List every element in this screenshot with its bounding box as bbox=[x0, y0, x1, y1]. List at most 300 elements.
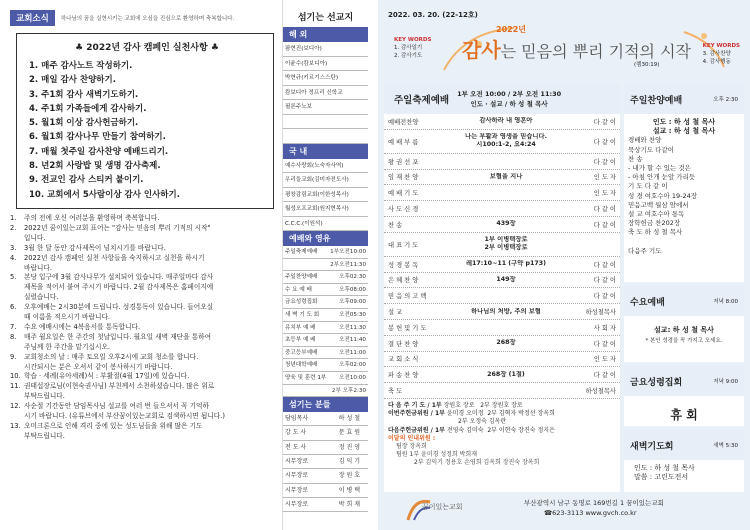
order-of-worship-panel bbox=[378, 0, 750, 530]
praise-line bbox=[628, 238, 740, 247]
dawn-prayer-box bbox=[624, 430, 744, 492]
praise-service-title: 주일찬양예배 bbox=[630, 95, 683, 106]
notice-number bbox=[10, 363, 24, 373]
overseas-list bbox=[283, 42, 368, 144]
order-leader: 다 같 이 bbox=[593, 138, 616, 146]
staff-name: 문 효 원 bbox=[338, 429, 360, 437]
order-row bbox=[384, 352, 620, 368]
notice-item bbox=[10, 343, 272, 353]
footer bbox=[384, 494, 746, 528]
notice-item bbox=[10, 333, 272, 343]
order-leader: 하성철목사 bbox=[585, 309, 616, 317]
notice-item bbox=[10, 283, 272, 293]
wednesday-service-box bbox=[624, 286, 744, 362]
praise-line: 경배와 찬양 bbox=[628, 136, 662, 145]
order-label: 임 재 찬 양 bbox=[388, 174, 419, 182]
order-content: 감사하라 내 영혼아 bbox=[479, 117, 533, 125]
campaign-item: 4. 주1회 가족들에게 감사하기. bbox=[29, 103, 147, 114]
campaign-item: 8. 년2회 사랑밥 및 생명 감사축제. bbox=[29, 161, 161, 172]
schedule-row bbox=[283, 372, 368, 385]
notice-number bbox=[10, 412, 24, 422]
order-row bbox=[384, 336, 620, 352]
notice-item bbox=[10, 382, 272, 392]
order-row bbox=[384, 320, 620, 336]
order-label: 축 도 bbox=[388, 388, 403, 396]
schedule-row bbox=[283, 259, 368, 272]
prayer-team-title: 이달의 인내위원 : bbox=[388, 434, 436, 442]
friday-service-box bbox=[624, 366, 744, 426]
notice-text: 시간되시는 분은 오셔서 같이 봉사하시기 바랍니다. bbox=[24, 362, 173, 371]
wednesday-service-body bbox=[624, 316, 744, 350]
staff-row bbox=[283, 498, 368, 512]
notice-text: 매주 월요일은 한 주간의 첫날입니다. 월요일 새벽 재단을 통하여 bbox=[24, 332, 212, 341]
notice-text: 주님께 한 주간을 맡기십시오. bbox=[24, 342, 111, 351]
notice-text: 실렸습니다. bbox=[24, 293, 59, 302]
order-row bbox=[384, 185, 620, 201]
order-content: 보혈을 지나 bbox=[489, 172, 523, 180]
campaign-item: 3. 주1회 감사 새벽기도하기. bbox=[29, 89, 139, 100]
notice-item bbox=[10, 264, 272, 274]
theme-year: 2022년 bbox=[496, 25, 526, 34]
theme-reference: (렘30:19) bbox=[634, 62, 660, 68]
dawn-leader: 인도 : 하 성 철 목사 bbox=[634, 464, 695, 472]
schedule-name: 금요성령집회 bbox=[285, 299, 318, 306]
schedule-time: 오전11:00 bbox=[339, 349, 366, 356]
order-content: 레17:10~11 (구약 p173) bbox=[465, 260, 547, 268]
order-row bbox=[384, 304, 620, 320]
wednesday-service-time: 저녁 8:00 bbox=[713, 299, 738, 305]
next-offering-row: 다음주헌금위원 / 1부 전영숙 김미숙 2부 이현숙 장진숙 정지은 bbox=[388, 426, 555, 434]
wednesday-service-title: 수요예배 bbox=[630, 297, 665, 308]
domestic-mission-item: 평창감림교회(이한성목사) bbox=[283, 188, 368, 203]
schedule-row bbox=[283, 271, 368, 284]
staff-role: 담임목사 bbox=[285, 415, 309, 423]
sunday-service-meta bbox=[457, 89, 561, 109]
friday-service-time: 저녁 9:00 bbox=[713, 379, 738, 385]
campaign-title: ♣ 2022년 감사 캠페인 실천사항 ♣ bbox=[75, 43, 219, 53]
schedule-time: 오후02:00 bbox=[339, 362, 366, 369]
campaign-item: 9. 전교인 감사 스티커 붙이기. bbox=[29, 175, 144, 186]
order-row bbox=[384, 114, 620, 130]
order-leader: 다 같 이 bbox=[593, 372, 616, 380]
order-row bbox=[384, 367, 620, 383]
sunday-service-title: 주일축제예배 bbox=[394, 95, 450, 106]
order-label: 설 교 bbox=[388, 309, 403, 317]
issue-date: 2022. 03. 20. (22-12호) bbox=[388, 11, 478, 19]
notice-text: 바랍니다. bbox=[24, 263, 52, 272]
schedule-row bbox=[283, 309, 368, 322]
campaign-list bbox=[29, 59, 265, 202]
staff-role: 전 도 사 bbox=[285, 443, 307, 451]
staff-header: 섬기는 분들 bbox=[283, 397, 368, 412]
schedule-time: 2부 오후2:30 bbox=[331, 387, 366, 394]
sunday-service-box bbox=[384, 84, 620, 492]
domestic-mission-item: 월성오프교회(원지현목사) bbox=[283, 202, 368, 217]
order-content: 149장 bbox=[496, 275, 516, 283]
order-label: 대 표 기 도 bbox=[388, 241, 419, 249]
notice-number: 7. bbox=[10, 322, 17, 331]
order-content: 268장 (1절) bbox=[487, 370, 525, 378]
order-leader: 다 같 이 bbox=[593, 340, 616, 348]
notice-number: 11. bbox=[10, 382, 21, 391]
church-name: 꿈이있는교회 bbox=[422, 503, 463, 511]
notice-number: 6. bbox=[10, 303, 17, 312]
notice-number: 5. bbox=[10, 273, 17, 282]
overseas-mission-item bbox=[283, 129, 368, 144]
notice-item bbox=[10, 432, 272, 442]
campaign-item: 2. 매일 감사 찬양하기. bbox=[29, 75, 116, 86]
notice-text: 때 이름을 적으시기 바랍니다. bbox=[24, 313, 111, 322]
order-leader: 다 같 이 bbox=[593, 158, 616, 166]
schedule-row bbox=[283, 385, 368, 398]
notice-text: 3월 한 달 동안 감사제목이 넘치시기를 바랍니다. bbox=[24, 243, 166, 252]
prayer-team-members-2: 2부 김익기 정용호 손영희 김옥희 장진숙 장옥희 bbox=[414, 459, 540, 467]
schedule-name: 유치부 예 배 bbox=[285, 324, 316, 331]
church-address bbox=[524, 498, 664, 518]
domestic-mission-item: 우리들교회(김미자전도사) bbox=[283, 173, 368, 188]
overseas-mission-item: 팜현진(보디아) bbox=[283, 42, 368, 57]
order-leader: 다 같 이 bbox=[593, 118, 616, 126]
schedule-name: 새 벽 기 도 회 bbox=[285, 311, 320, 318]
staff-name: 장 원 호 bbox=[338, 472, 360, 480]
notice-item bbox=[10, 254, 272, 264]
notice-number: 1. bbox=[10, 213, 17, 222]
schedule-row bbox=[283, 284, 368, 297]
sunday-service-header bbox=[384, 84, 620, 114]
campaign-item: 7. 매월 첫주일 감사찬양 예배드리기. bbox=[29, 146, 169, 157]
campaign-item: 5. 월1회 이상 감사헌금하기. bbox=[29, 118, 139, 129]
order-row bbox=[384, 383, 620, 399]
staff-role: 강 도 사 bbox=[285, 429, 307, 437]
domestic-mission-item: C.C.C.(이원석) bbox=[283, 217, 368, 232]
order-leader: 다 같 이 bbox=[593, 277, 616, 285]
notice-text: 학습 · 세례(유아세례)식 : 부활절(4월 17일)에 있습니다. bbox=[24, 372, 190, 381]
contact-line: ☎623-3113 www.gvch.co.kr bbox=[544, 509, 637, 517]
schedule-row bbox=[283, 359, 368, 372]
notice-item bbox=[10, 244, 272, 254]
praise-line: 장학헌금 찬202장 bbox=[628, 219, 681, 228]
praise-service-box bbox=[624, 84, 744, 282]
order-label: 사 도 신 경 bbox=[388, 206, 419, 214]
order-row bbox=[384, 201, 620, 217]
praise-service-body bbox=[624, 114, 744, 260]
schedule-name: 주일축제예배 bbox=[285, 249, 318, 255]
news-header bbox=[10, 10, 272, 26]
order-row bbox=[384, 154, 620, 170]
praise-line: - 아침 안개 눈앞 가리듯 bbox=[628, 173, 696, 182]
notice-list bbox=[10, 214, 272, 442]
notice-number bbox=[10, 343, 24, 353]
schedule-name: 청년대학예배 bbox=[285, 362, 318, 369]
staff-list bbox=[283, 412, 368, 512]
overseas-mission-item: 필론주노보 bbox=[283, 100, 368, 115]
staff-name: 정 진 영 bbox=[338, 443, 360, 451]
notice-item bbox=[10, 224, 272, 234]
notice-number: 9. bbox=[10, 352, 17, 361]
order-leader: 인 도 자 bbox=[593, 190, 616, 198]
dawn-prayer-body bbox=[624, 460, 744, 486]
order-label: 결 단 찬 양 bbox=[388, 340, 419, 348]
missions-title: 섬기는 선교지 bbox=[297, 13, 354, 23]
notice-text: 시기 바랍니다. (유튜브에서 부산꿈이있는교회로 검색하시면 됩니다.) bbox=[24, 412, 225, 421]
order-content: 나는 부활과 영생을 믿습니다. 시100:1-2, 요4:24 bbox=[465, 133, 547, 149]
order-leader: 다 같 이 bbox=[593, 221, 616, 229]
wednesday-preacher: 설교: 하 성 철 목사 bbox=[654, 326, 714, 334]
friday-closed: 휴 회 bbox=[670, 408, 698, 422]
notice-number bbox=[10, 234, 24, 244]
theme-highlight: 감사 bbox=[462, 38, 501, 62]
order-label: 예배전찬양 bbox=[388, 118, 419, 126]
dawn-scripture: 말씀 : 고린도전서 bbox=[634, 473, 689, 482]
notice-number bbox=[10, 283, 24, 293]
overseas-mission-item: 캄보디아 정프리 신학교 bbox=[283, 86, 368, 101]
notice-text: 사순절 기간동안 담임목사님 설교를 여러 번 들으셔서 꼭 기억하 bbox=[24, 402, 209, 411]
order-label: 성 경 봉 독 bbox=[388, 261, 419, 269]
dawn-prayer-header bbox=[624, 430, 744, 460]
notice-item bbox=[10, 323, 272, 333]
schedule-row bbox=[283, 322, 368, 335]
notice-text: 부탁드립니다. bbox=[24, 431, 65, 440]
notice-item bbox=[10, 363, 272, 373]
order-leader: 다 같 이 bbox=[593, 293, 616, 301]
notice-item bbox=[10, 303, 272, 313]
schedule-row bbox=[283, 296, 368, 309]
wednesday-note: * 본인 성경을 꼭 가지고 오세요. bbox=[645, 338, 723, 345]
keyword-item: 1. 감사일기 bbox=[394, 45, 423, 51]
schedule-name: 초등부 예 배 bbox=[285, 337, 316, 344]
order-leader: 사 회 자 bbox=[593, 324, 616, 332]
notice-number: 3. bbox=[10, 243, 17, 252]
order-label: 파 송 찬 양 bbox=[388, 372, 419, 380]
schedule-name: 수 요 예 배 bbox=[285, 286, 312, 293]
notice-text: 수요 예배시에는 4복음서를 통독합니다. bbox=[24, 322, 141, 331]
notice-number: 2. bbox=[10, 223, 17, 232]
order-content: 268장 bbox=[496, 339, 516, 347]
notice-text: 주의 전에 오신 여러분을 환영하며 축복합니다. bbox=[24, 213, 160, 222]
notice-text: 본당 입구에 3월 감사나무가 설치되어 있습니다. 매주일마다 감사 bbox=[24, 273, 214, 282]
notice-number: 8. bbox=[10, 332, 17, 341]
schedule-time: 오전11:40 bbox=[339, 337, 366, 344]
staff-name: 이 병 택 bbox=[338, 486, 360, 494]
keywords-left-header: KEY WORDS bbox=[394, 37, 432, 43]
notice-item bbox=[10, 392, 272, 402]
prayer-team-leader: 팀장 장옥희 bbox=[396, 442, 427, 450]
order-label: 예 배 부 름 bbox=[388, 138, 419, 146]
order-label: 왕 권 선 포 bbox=[388, 158, 419, 166]
notice-number bbox=[10, 392, 24, 402]
order-leader: 인 도 자 bbox=[593, 356, 616, 364]
schedule-name: 양육 및 훈련 1부 bbox=[285, 374, 327, 381]
staff-row bbox=[283, 484, 368, 498]
worship-schedule-list bbox=[283, 246, 368, 397]
keywords-left bbox=[394, 36, 431, 60]
keyword-item: 2. 감사기도 bbox=[394, 53, 423, 59]
campaign-box bbox=[16, 33, 274, 209]
notice-item bbox=[10, 422, 272, 432]
order-leader: 하성철목사 bbox=[585, 388, 616, 396]
praise-line: 찬 송 bbox=[628, 154, 643, 163]
notice-text: 2022년 감사 캠페인 실천 사항들을 숙지하시고 실천을 하시기 bbox=[24, 253, 205, 262]
theme-title bbox=[462, 34, 691, 63]
order-row bbox=[384, 288, 620, 304]
praise-line: 믿음고백 월삼 암에서 bbox=[628, 200, 689, 209]
order-leader: 인 도 자 bbox=[593, 174, 616, 182]
staff-row bbox=[283, 412, 368, 426]
domestic-list bbox=[283, 159, 368, 232]
praise-line: 설 교 여호수아 통독 bbox=[628, 210, 685, 219]
notice-number: 10. bbox=[10, 372, 21, 381]
staff-row bbox=[283, 455, 368, 469]
overseas-mission-item: 박현규(키르기스스탄) bbox=[283, 71, 368, 86]
praise-line: 인도 : 하 성 철 목사 bbox=[652, 118, 716, 126]
order-label: 믿 음 의 고 백 bbox=[388, 293, 427, 301]
praise-service-time: 오후 2:30 bbox=[713, 97, 738, 103]
wednesday-service-header bbox=[624, 286, 744, 316]
missions-column bbox=[282, 0, 368, 530]
notice-text: 제목을 적어서 붙여 주시기 바랍니다. 2월 감사제목은 홈페이지에 bbox=[24, 283, 214, 292]
next-prayer-row: 다 음 주 기 도 / 1부 장원호 장로 2부 장원호 장로 bbox=[388, 401, 523, 409]
overseas-header: 해 외 bbox=[283, 27, 368, 42]
schedule-time: 오후02:30 bbox=[339, 274, 366, 281]
friday-service-header bbox=[624, 366, 744, 396]
keywords-right-header: KEY WORDS bbox=[702, 43, 740, 49]
schedule-time: 2부오전11:30 bbox=[330, 261, 366, 268]
service-times: 1부 오전 10:00 / 2부 오전 11:30 bbox=[457, 90, 562, 98]
keywords-right bbox=[703, 42, 740, 66]
dawn-prayer-title: 새벽기도회 bbox=[630, 441, 674, 452]
notice-text: 부탁드립니다. bbox=[24, 392, 65, 401]
offering-row-2: 2부 오정숙 김옥란 bbox=[458, 418, 507, 426]
notice-number bbox=[10, 432, 24, 442]
staff-role: 시무장로 bbox=[285, 486, 309, 494]
schedule-row bbox=[283, 246, 368, 259]
notice-number bbox=[10, 313, 24, 323]
praise-line: 축 도 하 성 철 목사 bbox=[628, 228, 683, 237]
staff-role: 시무장로 bbox=[285, 458, 309, 466]
order-row bbox=[384, 257, 620, 273]
notice-item bbox=[10, 273, 272, 283]
service-preacher: 인도 · 설교 / 하 성 철 목사 bbox=[470, 100, 548, 108]
order-row bbox=[384, 273, 620, 289]
notice-text: 오후예배는 2시30분에 드립니다. 성경통독이 있습니다. 들어오실 bbox=[24, 303, 214, 312]
notice-number: 13. bbox=[10, 422, 21, 430]
order-row bbox=[384, 130, 620, 154]
staff-name: 박 희 재 bbox=[338, 500, 360, 508]
domestic-header: 국 내 bbox=[283, 144, 368, 159]
notice-item bbox=[10, 353, 272, 363]
order-label: 예 배 기 도 bbox=[388, 190, 419, 198]
campaign-item: 6. 월1회 감사나무 만들기 참여하기. bbox=[29, 132, 166, 143]
notice-item bbox=[10, 402, 272, 412]
notice-text: 2022년 꿈이있는교회 표어는 "감사는 믿음의 뿌리 기적의 시작" bbox=[24, 223, 211, 232]
notice-number bbox=[10, 264, 24, 274]
prayer-team-members: 팀원 1부 윤미경 성정희 박희재 bbox=[396, 451, 477, 459]
order-notes bbox=[384, 399, 620, 471]
schedule-row bbox=[283, 334, 368, 347]
notice-item bbox=[10, 372, 272, 382]
order-label: 교 회 소 식 bbox=[388, 356, 419, 364]
order-row bbox=[384, 233, 620, 257]
notice-text: 권태섭장로님(이현숙권사님) 부친께서 소천하셨습니다. 많은 위로 bbox=[24, 382, 215, 391]
theme-banner bbox=[384, 22, 746, 80]
keyword-item: 4. 감사행동 bbox=[702, 59, 731, 65]
schedule-time: 오전11:30 bbox=[339, 324, 366, 331]
schedule-time: 오전10:00 bbox=[339, 374, 366, 381]
order-label: 은 혜 찬 양 bbox=[388, 277, 419, 285]
staff-name: 하 성 철 bbox=[338, 415, 360, 423]
notice-item bbox=[10, 313, 272, 323]
order-content: 1부 이병택장로 2부 이병택장로 bbox=[484, 236, 528, 252]
schedule-time: 오후09:00 bbox=[339, 299, 366, 306]
schedule-time: 1부오전10:00 bbox=[330, 249, 366, 255]
praise-line: 묵상기도 다같이 bbox=[628, 145, 675, 154]
schedule-time: 오전05:30 bbox=[339, 311, 366, 318]
order-leader: 다 같 이 bbox=[593, 206, 616, 214]
schedule-name: 주일찬양예배 bbox=[285, 274, 318, 281]
praise-line: 성 경 여호수아 19-24장 bbox=[628, 191, 698, 200]
staff-role: 시무장로 bbox=[285, 500, 309, 508]
staff-row bbox=[283, 469, 368, 483]
campaign-item: 1. 매주 감사노트 작성하기. bbox=[29, 61, 133, 71]
schedule-time: 오후08:00 bbox=[339, 286, 366, 293]
order-label: 봉 헌 및 기 도 bbox=[388, 324, 427, 332]
staff-role: 시무장로 bbox=[285, 472, 309, 480]
notice-item bbox=[10, 234, 272, 244]
schedule-row bbox=[283, 347, 368, 360]
dawn-prayer-time: 새벽 5:30 bbox=[713, 443, 738, 449]
praise-service-header bbox=[624, 84, 744, 114]
notice-text: 오미크론으로 인해 격리 중에 있는 성도님들을 위해 많은 기도 bbox=[24, 422, 203, 430]
notice-number: 4. bbox=[10, 253, 17, 262]
staff-row bbox=[283, 441, 368, 455]
praise-line: - 내가 할 수 있는 것은 bbox=[628, 164, 691, 173]
order-leader: 다 같 이 bbox=[593, 261, 616, 269]
order-of-service bbox=[384, 114, 620, 399]
overseas-mission-item bbox=[283, 115, 368, 130]
staff-row bbox=[283, 426, 368, 440]
keyword-item: 3. 감사찬양 bbox=[702, 51, 731, 57]
notice-item bbox=[10, 214, 272, 224]
notice-text: 교회청소의 날 : 매주 토요일 오후2시에 교회 청소를 합니다. bbox=[24, 352, 199, 361]
offering-row: 이번주헌금위원 / 1부 윤미경 오미정 2부 김혁자 박정선 장옥희 bbox=[388, 410, 555, 418]
schedule-name: 중고등부예배 bbox=[285, 349, 318, 356]
order-content: 하나님의 처방, 주의 보혈 bbox=[471, 307, 541, 315]
order-row bbox=[384, 170, 620, 186]
order-label: 찬 송 bbox=[388, 221, 403, 229]
news-tag: 교회소식 bbox=[10, 10, 55, 26]
overseas-mission-item: 이윤수(캄보디아) bbox=[283, 57, 368, 72]
order-content: 439장 bbox=[496, 220, 516, 228]
order-row bbox=[384, 217, 620, 233]
news-subtitle: 하나님의 꿈을 실현시키는 교회에 오심을 진심으로 환영하며 축복합니다. bbox=[60, 16, 235, 22]
friday-service-title: 금요성령집회 bbox=[630, 377, 683, 388]
notice-number bbox=[10, 293, 24, 303]
campaign-item: 10. 교회에서 5사람이상 감사 인사하기. bbox=[29, 189, 180, 200]
address-line: 부산광역시 남구 동명로 169번길 1 꿈이있는교회 bbox=[524, 499, 664, 507]
worship-schedule-header: 예배와 영유 bbox=[283, 231, 368, 246]
praise-line: 설교 : 하 성 철 목사 bbox=[652, 127, 716, 136]
praise-line: 다음주 기도 bbox=[628, 246, 662, 255]
church-news-column bbox=[0, 0, 278, 530]
notice-item bbox=[10, 412, 272, 422]
notice-text: 입니다. bbox=[24, 233, 46, 242]
notice-number: 12. bbox=[10, 402, 21, 411]
domestic-mission-item: 예수사랑회(노숙자사역) bbox=[283, 159, 368, 174]
notice-item bbox=[10, 293, 272, 303]
praise-line: 기 도 다 같 이 bbox=[628, 182, 668, 191]
staff-name: 김 익 기 bbox=[338, 458, 360, 466]
theme-rest: 는 믿음의 뿌리 기적의 시작 bbox=[500, 42, 692, 61]
